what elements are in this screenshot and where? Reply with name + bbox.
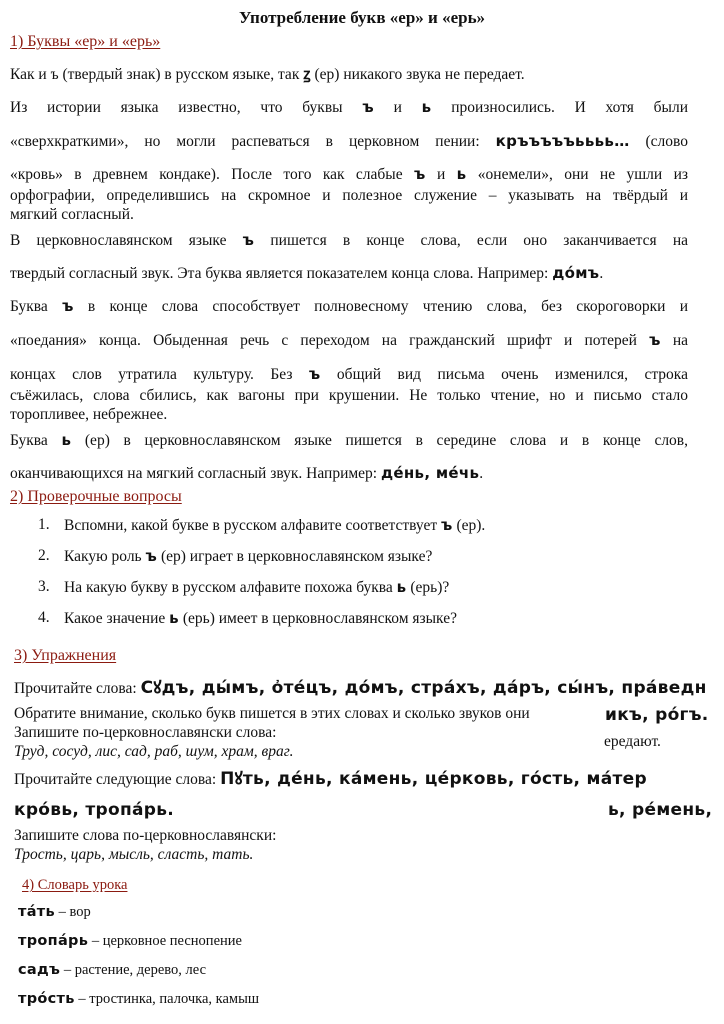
text: Обратите внимание, сколько букв пишется в этих словах и сколько звуков они bbox=[14, 705, 530, 722]
text: В церковнославянском языке bbox=[10, 232, 243, 249]
dictionary-entry bbox=[18, 904, 91, 921]
dictionary-definition: – церковное песнопение bbox=[88, 933, 242, 949]
section-4-heading: 4) Словарь урока bbox=[22, 877, 128, 893]
text: Какую роль bbox=[64, 548, 146, 565]
text: (ер) играет в церковнославянском языке? bbox=[157, 548, 433, 565]
dictionary-word: та́ть bbox=[18, 904, 55, 920]
dictionary-definition: – тростинка, палочка, камыш bbox=[74, 991, 259, 1007]
exercise-read-line bbox=[14, 769, 692, 790]
text: (ер) в церковнославянском языке пишется в середине слова и в конце слов, bbox=[71, 432, 689, 449]
question-item bbox=[38, 515, 485, 546]
paragraph-line bbox=[10, 386, 688, 406]
paragraph-line bbox=[10, 463, 688, 484]
page-title: Употребление букв «ер» и «ерь» bbox=[238, 8, 486, 27]
church-slavonic-word: до́мъ bbox=[552, 264, 600, 282]
paragraph-line bbox=[10, 263, 688, 284]
text: на bbox=[660, 332, 688, 349]
text: «сверхкраткими», но могли распеваться в церковном пении: bbox=[10, 133, 496, 150]
dictionary-entry bbox=[18, 962, 206, 979]
text: орфографии, определившись на скромное и полезное служение – указывать на твёрдый и bbox=[10, 187, 688, 204]
church-slavonic-word: кръъъъъьььь… bbox=[495, 132, 630, 150]
dictionary-entry bbox=[18, 991, 259, 1008]
text: твердый согласный звук. Эта буква является показателем конца слова. Например: bbox=[10, 265, 553, 282]
paragraph-line bbox=[10, 131, 688, 152]
text: . bbox=[479, 465, 484, 482]
paragraph-line bbox=[10, 97, 688, 118]
paragraph-line bbox=[10, 405, 688, 425]
church-slavonic-letter: ъ bbox=[362, 98, 374, 116]
text: оканчивающихся на мягкий согласный звук. Например: bbox=[10, 465, 381, 482]
church-slavonic-letter: ъ bbox=[441, 516, 453, 534]
church-slavonic-letter: ꙁ bbox=[303, 65, 311, 83]
text: в конце слова способствует полновесному чтению слова, без скороговорки и bbox=[73, 298, 689, 315]
church-slavonic-letter: ъ bbox=[413, 165, 426, 183]
dictionary-definition: – растение, дерево, лес bbox=[60, 962, 207, 978]
text: Вспомни, какой букве в русском алфавите соответствует bbox=[64, 517, 441, 534]
text: (ерь)? bbox=[406, 579, 450, 596]
text: (слово bbox=[629, 133, 688, 150]
text: Из истории языка известно, что буквы bbox=[10, 99, 363, 116]
church-slavonic-letter: ъ bbox=[308, 365, 321, 383]
text: Буква bbox=[10, 432, 62, 449]
question-number: 3. bbox=[38, 578, 50, 595]
overflow-fragment: ередают. bbox=[604, 733, 661, 750]
section-1-heading: 1) Буквы «ер» и «ерь» bbox=[10, 33, 161, 50]
church-slavonic-letter: ъ bbox=[145, 547, 158, 565]
dictionary-entry bbox=[18, 933, 242, 950]
text: (ерь) имеет в церковнославянском языке? bbox=[178, 610, 457, 627]
church-slavonic-letter: ь bbox=[61, 431, 72, 449]
text: съёжилась, слова сбились, как вагоны при крушении. Не только чтение, но и письмо стало bbox=[10, 387, 688, 404]
dictionary-word: тропа́рь bbox=[18, 933, 89, 949]
church-slavonic-words: кро́вь, тропа́рь. bbox=[14, 800, 175, 820]
text: Прочитайте следующие слова: bbox=[14, 771, 221, 788]
paragraph-line bbox=[10, 186, 688, 206]
exercise-read-line bbox=[14, 678, 707, 699]
text: торопливее, небрежнее. bbox=[10, 406, 168, 423]
text: мягкий согласный. bbox=[10, 206, 134, 223]
dictionary-definition: – вор bbox=[54, 904, 91, 920]
church-slavonic-words: Пꙋть, де́нь, ка́мень, це́рковь, го́сть, ма́тер bbox=[220, 769, 647, 789]
question-number: 2. bbox=[38, 547, 50, 564]
paragraph-line bbox=[10, 64, 688, 85]
text: концах слов утратила культуру. Без bbox=[10, 366, 309, 383]
question-item bbox=[38, 577, 485, 608]
overflow-fragment: икъ, ро́гъ. bbox=[605, 705, 709, 725]
text: «поедания» конца. Обыденная речь с переходом на гражданский шрифт и потерей bbox=[10, 332, 650, 349]
exercise-write-label: Запишите по-церковнославянски слова: bbox=[14, 724, 277, 741]
exercise-read-line-2 bbox=[14, 800, 692, 821]
text: (ер) никакого звука не передает. bbox=[310, 66, 525, 83]
section-2-heading: 2) Проверочные вопросы bbox=[10, 488, 182, 505]
text: Как и ъ (твердый знак) в русском языке, так bbox=[10, 66, 304, 83]
text: Прочитайте слова: bbox=[14, 680, 141, 697]
church-slavonic-words: Сꙋдъ, ды́мъ, о҆те́цъ, до́мъ, стра́хъ, да́ръ, сы́нъ, пра́ведн bbox=[140, 678, 707, 698]
section-3-heading: 3) Упражнения bbox=[14, 647, 117, 664]
paragraph-line bbox=[10, 296, 688, 317]
question-item bbox=[38, 546, 485, 577]
text: и bbox=[425, 166, 457, 183]
exercise-notice-line bbox=[14, 704, 692, 724]
text: и bbox=[373, 99, 422, 116]
church-slavonic-letter: ь bbox=[421, 98, 432, 116]
text: . bbox=[599, 265, 604, 282]
exercise-write-label: Запишите слова по-церковнославянски: bbox=[14, 827, 277, 844]
exercise-words: Трость, царь, мысль, сласть, тать. bbox=[14, 846, 254, 863]
church-slavonic-letter: ь bbox=[456, 165, 467, 183]
paragraph-line bbox=[10, 364, 688, 385]
text: «онемели», они не ушли из bbox=[466, 166, 688, 183]
dictionary-word: садъ bbox=[18, 962, 61, 978]
question-number: 1. bbox=[38, 516, 50, 533]
exercise-words: Труд, сосуд, лис, сад, раб, шум, храм, враг. bbox=[14, 743, 294, 760]
paragraph-line bbox=[10, 330, 688, 351]
paragraph-line bbox=[10, 430, 688, 451]
dictionary-word: тро́сть bbox=[18, 991, 75, 1007]
text: Какое значение bbox=[64, 610, 170, 627]
text: «кровь» в древнем кондаке). После того как слабые bbox=[10, 166, 414, 183]
text: пишется в конце слова, если оно заканчивается на bbox=[254, 232, 688, 249]
paragraph-line bbox=[10, 230, 688, 251]
paragraph-line bbox=[10, 164, 688, 185]
questions-list bbox=[38, 515, 485, 639]
text: Буква bbox=[10, 298, 63, 315]
overflow-fragment: ь, ре́мень, bbox=[608, 800, 713, 820]
question-item bbox=[38, 608, 485, 639]
church-slavonic-word: де́нь, ме́чь bbox=[381, 464, 480, 482]
text: (ер). bbox=[452, 517, 486, 534]
church-slavonic-letter: ъ bbox=[242, 231, 255, 249]
church-slavonic-letter: ъ bbox=[62, 297, 74, 315]
text: произносились. И хотя были bbox=[431, 99, 688, 116]
text: На какую букву в русском алфавите похожа буква bbox=[64, 579, 397, 596]
question-number: 4. bbox=[38, 609, 50, 626]
church-slavonic-letter: ъ bbox=[649, 331, 661, 349]
church-slavonic-letter: ь bbox=[396, 578, 407, 596]
paragraph-line bbox=[10, 205, 688, 225]
church-slavonic-letter: ь bbox=[169, 609, 179, 627]
text: общий вид письма очень изменился, строка bbox=[320, 366, 688, 383]
